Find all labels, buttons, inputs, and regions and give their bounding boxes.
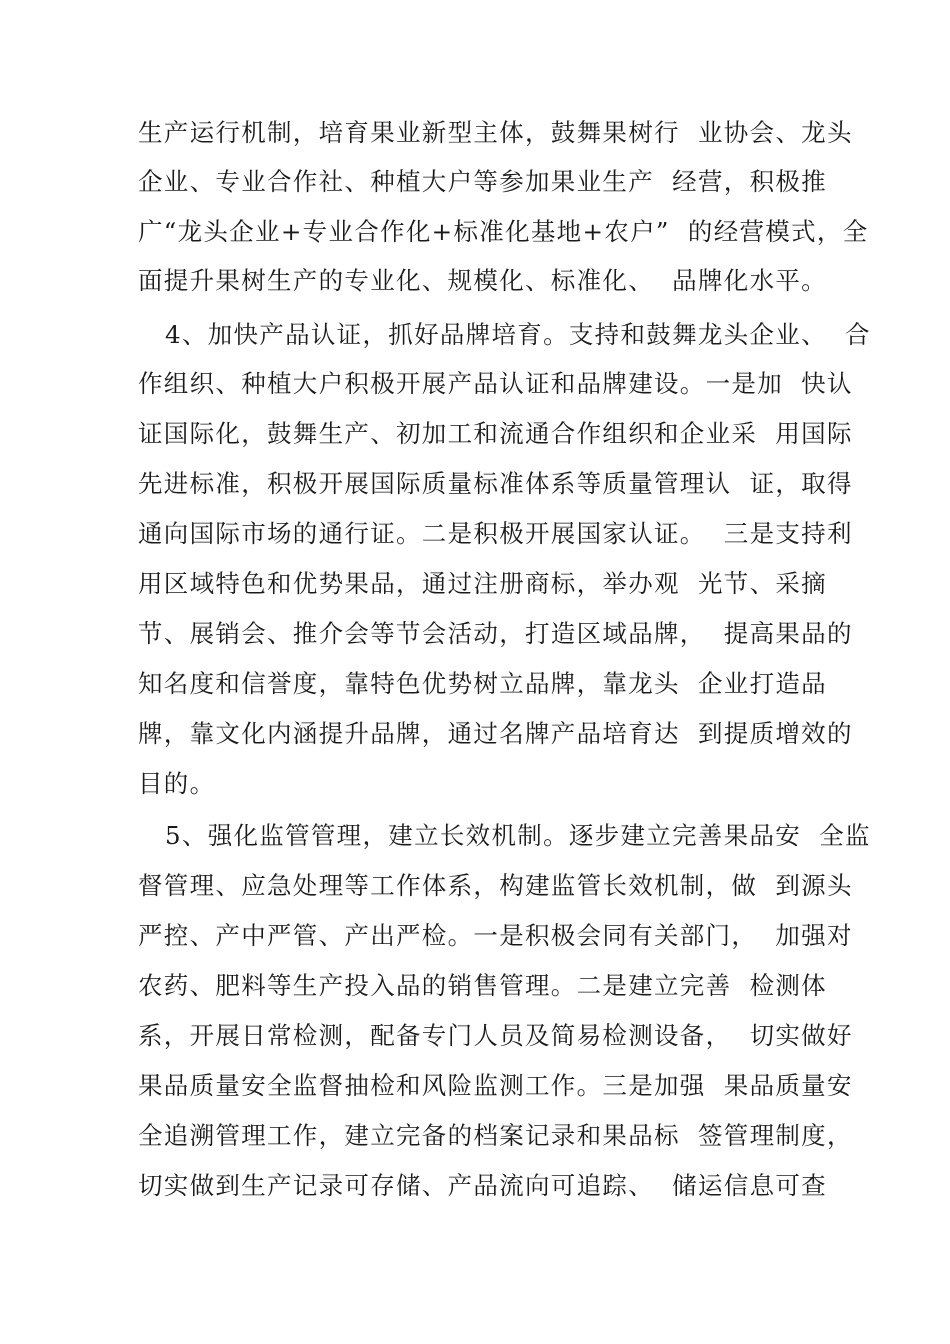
text-line: 知名度和信誉度，靠特色优势树立品牌，靠龙头 企业打造品 [138, 669, 827, 698]
text-line: 严控、产中严管、产出严检。一是积极会同有关部门， 加强对 [138, 921, 853, 950]
paragraph-4-first-line: 4、加快产品认证，抓好品牌培育。支持和鼓舞龙头企业、 合 [165, 320, 871, 349]
text-line: 通向国际市场的通行证。二是积极开展国家认证。 三是支持利 [138, 519, 853, 548]
text-line: 生产运行机制，培育果业新型主体，鼓舞果树行 业协会、龙头 [138, 118, 853, 147]
text-line: 目的。 [138, 769, 216, 798]
text-line: 先进标准，积极开展国际质量标准体系等质量管理认 证，取得 [138, 469, 853, 498]
text-line: 证国际化，鼓舞生产、初加工和流通合作组织和企业采 用国际 [138, 419, 853, 448]
text-line: 农药、肥料等生产投入品的销售管理。二是建立完善 检测体 [138, 971, 827, 1000]
text-line: 节、展销会、推介会等节会活动，打造区域品牌， 提高果品的 [138, 619, 853, 648]
text-line: 系，开展日常检测，配备专门人员及简易检测设备， 切实做好 [138, 1021, 853, 1050]
text-line: 作组织、种植大户积极开展产品认证和品牌建设。一是加 快认 [138, 369, 853, 398]
text-line: 全追溯管理工作，建立完备的档案记录和果品标 签管理制度， [138, 1121, 853, 1150]
text-line: 切实做到生产记录可存储、产品流向可追踪、 储运信息可查 [138, 1171, 827, 1200]
text-line: 果品质量安全监督抽检和风险监测工作。三是加强 果品质量安 [138, 1071, 853, 1100]
text-line: 牌，靠文化内涵提升品牌，通过名牌产品培育达 到提质增效的 [138, 719, 853, 748]
text-line: 企业、专业合作社、种植大户等参加果业生产 经营，积极推 [138, 167, 827, 196]
text-line: 面提升果树生产的专业化、规模化、标准化、 品牌化水平。 [138, 266, 827, 295]
paragraph-5-first-line: 5、强化监管管理，建立长效机制。逐步建立完善果品安 全监 [165, 821, 871, 850]
text-line: 广“龙头企业+专业合作化+标准化基地+农户” 的经营模式，全 [138, 217, 869, 246]
text-line: 用区域特色和优势果品，通过注册商标，举办观 光节、采摘 [138, 569, 827, 598]
text-line: 督管理、应急处理等工作体系，构建监管长效机制，做 到源头 [138, 871, 853, 900]
